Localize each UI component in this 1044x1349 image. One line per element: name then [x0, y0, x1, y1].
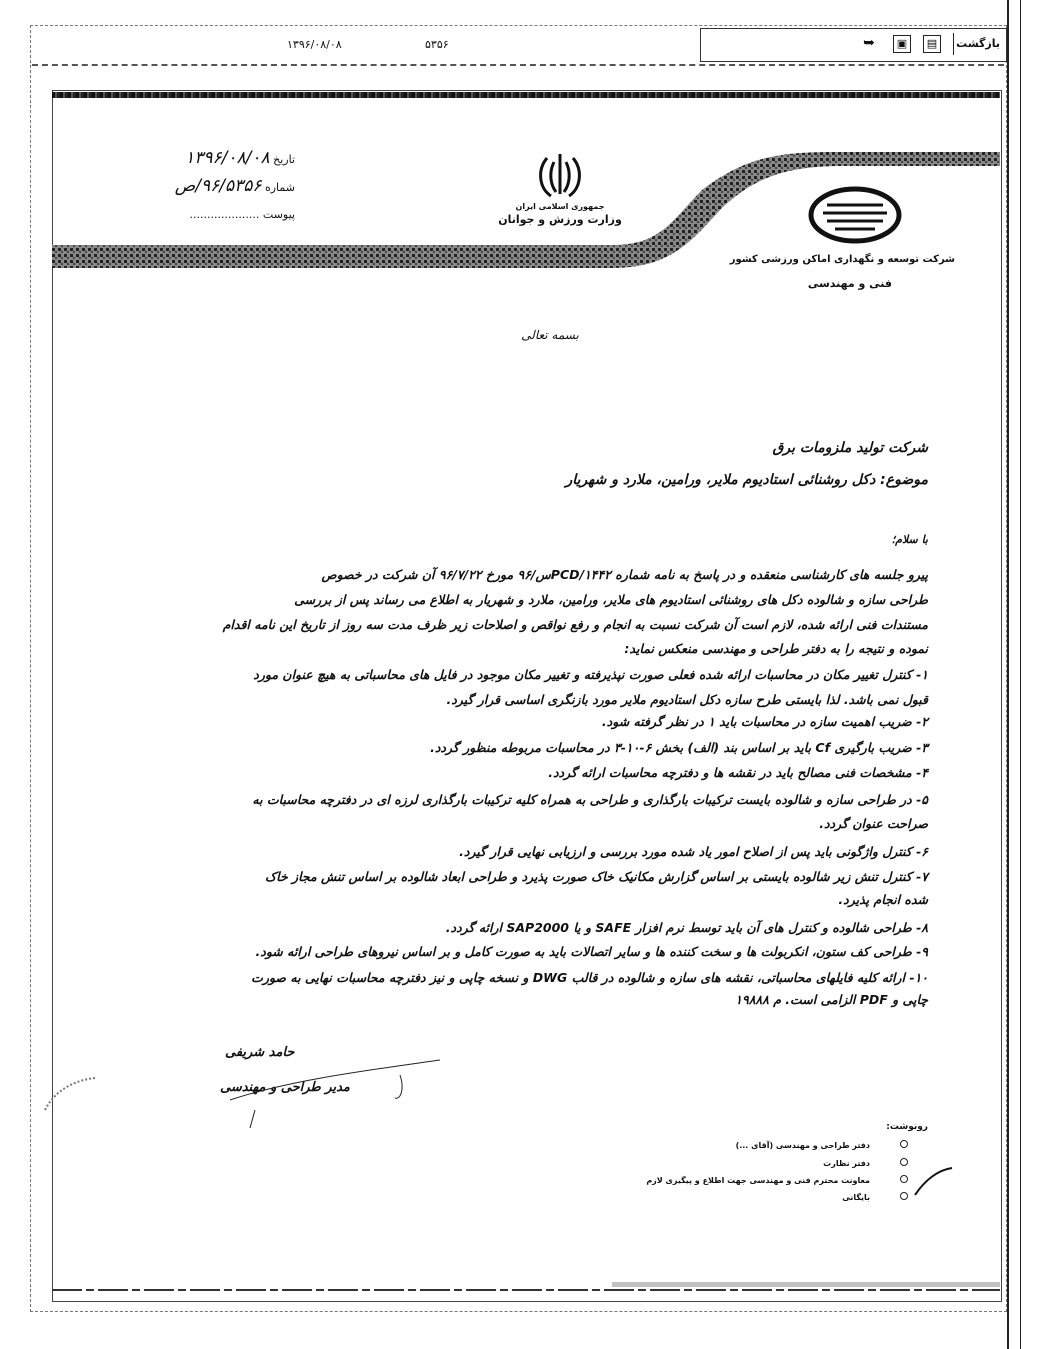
body-line: مستندات فنی ارائه شده، لازم است آن شرکت نسبت به انجام و رفع نواقص و اصلاحات زیر ظرف مدت سه روز از تاریخ این نامه اقدام — [222, 617, 928, 632]
subject: موضوع: دکل روشنائی استادیوم ملایر، ورامین، ملارد و شهریار — [565, 472, 928, 488]
department-name: فنی و مهندسی — [807, 277, 892, 290]
recipient: شرکت تولید ملزومات برق — [772, 440, 928, 456]
body-line: صراحت عنوان گردد. — [819, 816, 928, 831]
header-date: ۱۳۹۶/۰۸/۰۸ — [287, 38, 342, 51]
forward-icon[interactable]: ➥ — [863, 35, 875, 51]
body-line: ۱- کنترل تغییر مکان در محاسبات ارائه شده فعلی صورت نپذیرفته و تغییر مکان موجود در فایل های محاسباتی به هیچ عنوان مورد — [253, 667, 928, 682]
attachment-value: .................... — [189, 208, 260, 221]
scan-edge — [1007, 0, 1009, 1349]
body-line: ۸- طراحی شالوده و کنترل های آن باید توسط نرم افزار SAFE و یا SAP2000 ارائه گردد. — [445, 920, 928, 935]
ministry-name: وزارت ورزش و جوانان — [498, 213, 622, 226]
cc-item-label: دفتر نظارت — [823, 1159, 870, 1168]
scan-edge — [1020, 0, 1021, 1349]
cc-item-label: دفتر طراحی و مهندسی (آقای ...) — [735, 1141, 870, 1150]
signer-title: مدیر طراحی و مهندسی — [220, 1080, 350, 1095]
body-line: ۴- مشخصات فنی مصالح باید در نقشه ها و دفترچه محاسبات ارائه گردد. — [548, 765, 928, 780]
body-line: قبول نمی باشد. لذا بایستی طرح سازه دکل استادیوم ملایر مورد بازنگری اساسی قرار گیرد. — [446, 692, 928, 707]
body-line: چاپی و PDF الزامی است. م ۱۹۸۸۸ — [735, 992, 928, 1007]
cc-label: رونوشت: — [886, 1122, 928, 1132]
company-logo — [805, 185, 905, 245]
body-line: ۶- کنترل واژگونی باید پس از اصلاح امور یاد شده مورد بررسی و ارزیابی نهایی قرار گیرد. — [459, 844, 928, 859]
signature — [210, 1040, 450, 1130]
body-line: ۵- در طراحی سازه و شالوده بایست ترکیبات بارگذاری و طراحی به همراه کلیه ترکیبات بارگذاری لرزه ای در دفترچه محاسبات به — [252, 792, 928, 807]
cc-item-label: معاونت محترم فنی و مهندسی جهت اطلاع و پیگیری لازم — [646, 1176, 870, 1185]
body-line: طراحی سازه و شالوده دکل های روشنائی استادیوم های ملایر، ورامین، ملارد و شهریار به اطلاع می رساند پس از بررسی — [294, 592, 928, 607]
body-line: ۳- ضریب بارگیری Cf باید بر اساس بند (الف) بخش ۶-۱۰-۳ در محاسبات مربوطه منظور گردد. — [430, 740, 928, 755]
body-line: نموده و نتیجه را به دفتر طراحی و مهندسی منعکس نماید: — [624, 641, 928, 656]
number-value: ۹۶/۵۳۵۶/ص — [174, 176, 262, 196]
viewer-toolbar — [700, 28, 1007, 62]
body-line: پیرو جلسه های کارشناسی منعقده و در پاسخ به نامه شماره PCD/۱۴۴۲س/۹۶ مورخ ۹۶/۷/۲۲ آن شرکت در خصوص — [321, 567, 928, 582]
body-line: ۹- طراحی کف ستون، انکربولت ها و سخت کننده ها و سایر اتصالات باید به صورت کامل و بر اساس نیروهای طراحی ارائه شود. — [255, 944, 928, 959]
cc-item — [600, 1158, 908, 1168]
divider — [953, 33, 954, 55]
cc-item — [600, 1192, 908, 1202]
bullet-icon — [900, 1140, 908, 1148]
body-line: شده انجام پذیرد. — [838, 892, 928, 907]
greeting: با سلام؛ — [891, 533, 928, 546]
print-icon[interactable]: ▤ — [923, 35, 941, 53]
footer-band — [52, 1280, 1000, 1292]
cc-item-label: بایگانی — [842, 1193, 870, 1202]
attachment-label: پیوست — [262, 208, 295, 221]
signer-name: حامد شریفی — [225, 1045, 295, 1060]
basmala: بسمه تعالی — [521, 328, 579, 342]
header-number: ۵۳۵۶ — [425, 38, 449, 51]
bullet-icon — [900, 1158, 908, 1166]
cc-item — [600, 1140, 908, 1150]
company-name: شرکت توسعه و نگهداری اماکن ورزشی کشور — [729, 254, 955, 265]
body-line: ۷- کنترل تنش زیر شالوده بایستی بر اساس گزارش مکانیک خاک صورت پذیرد و طراحی ابعاد شالوده بر اساس تنش مجاز خاک — [264, 869, 928, 884]
body-line: ۱۰- ارائه کلیه فایلهای محاسباتی، نقشه های سازه و شالوده در قالب DWG و نسخه چاپی و نیز دفترچه محاسبات نهایی به صورت — [251, 970, 928, 985]
bullet-icon — [900, 1192, 908, 1200]
letter-date — [120, 148, 295, 168]
number-label: شماره — [264, 181, 295, 194]
stamp-mark — [40, 1070, 100, 1120]
cc-item — [600, 1175, 908, 1185]
letterhead-band — [52, 92, 1000, 98]
date-label: تاریخ — [273, 153, 295, 166]
bullet-icon — [900, 1175, 908, 1183]
body-line: ۲- ضریب اهمیت سازه در محاسبات باید ۱ در نظر گرفته شود. — [601, 714, 928, 729]
save-icon[interactable]: ▣ — [893, 35, 911, 53]
initials-mark — [910, 1160, 955, 1200]
date-value: ۱۳۹۶/۰۸/۰۸ — [185, 148, 270, 168]
back-button[interactable]: بازگشت — [956, 37, 1000, 50]
country-name: جمهوری اسلامی ایران — [515, 202, 605, 211]
iran-emblem — [535, 150, 585, 200]
letter-number — [120, 176, 295, 196]
letter-attachment — [120, 208, 295, 221]
